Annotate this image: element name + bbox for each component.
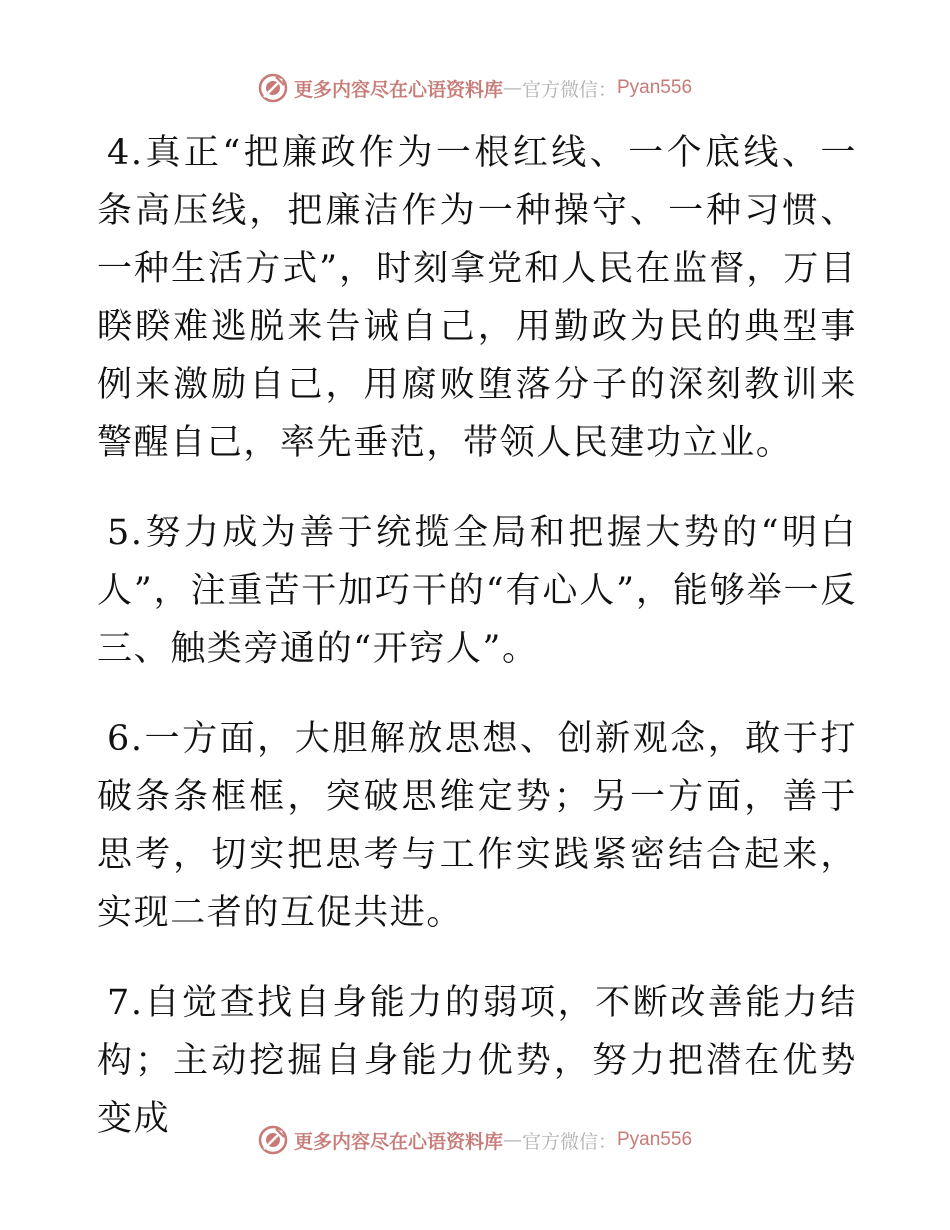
- header-wechat-label: 官方微信：: [521, 78, 617, 101]
- paragraph-number: 4.: [107, 133, 144, 173]
- footer-site-text: 更多内容尽在心语资料库: [293, 1130, 503, 1153]
- footer-wechat-label: 官方微信：: [521, 1130, 617, 1153]
- footer-wechat-id: Pyan556: [617, 1129, 693, 1150]
- header-site-text: 更多内容尽在心语资料库: [293, 78, 503, 101]
- paragraph-number: 6.: [107, 719, 144, 759]
- footer-watermark-banner: [0, 1120, 950, 1160]
- logo-icon: [258, 1125, 288, 1155]
- paragraph-text: 真正“把廉政作为一根红线、一个底线、一条高压线，把廉洁作为一种操守、一种习惯、一种生活方式”，时刻拿党和人民在监督，万目睽睽难逃脱来告诫自己，用勤政为民的典型事例来激励自己，用腐败堕落分子的深刻教训来警醒自己，率先垂范，带领人民建功立业。: [97, 133, 857, 463]
- paragraph-number: 5.: [107, 513, 144, 553]
- paragraph-text: 努力成为善于统揽全局和把握大势的“明白人”，注重苦干加巧干的“有心人”，能够举一反三、触类旁通的“开窍人”。: [97, 513, 857, 669]
- paragraph-4: [97, 124, 857, 472]
- footer-separator: —: [502, 1129, 522, 1151]
- paragraph-text: 一方面，大胆解放思想、创新观念，敢于打破条条框框，突破思维定势；另一方面，善于思考，切实把思考与工作实践紧密结合起来，实现二者的互促共进。: [97, 719, 857, 933]
- header-wechat-id: Pyan556: [617, 77, 693, 98]
- paragraph-text: 自觉查找自身能力的弱项，不断改善能力结构；主动挖掘自身能力优势，努力把潜在优势变成: [97, 983, 857, 1139]
- paragraph-5: [97, 504, 857, 678]
- logo-icon: [258, 73, 288, 103]
- paragraph-6: [97, 710, 857, 942]
- paragraph-number: 7.: [107, 983, 144, 1023]
- header-separator: —: [502, 77, 522, 99]
- document-body: [97, 124, 857, 1180]
- header-watermark-banner: [0, 68, 950, 108]
